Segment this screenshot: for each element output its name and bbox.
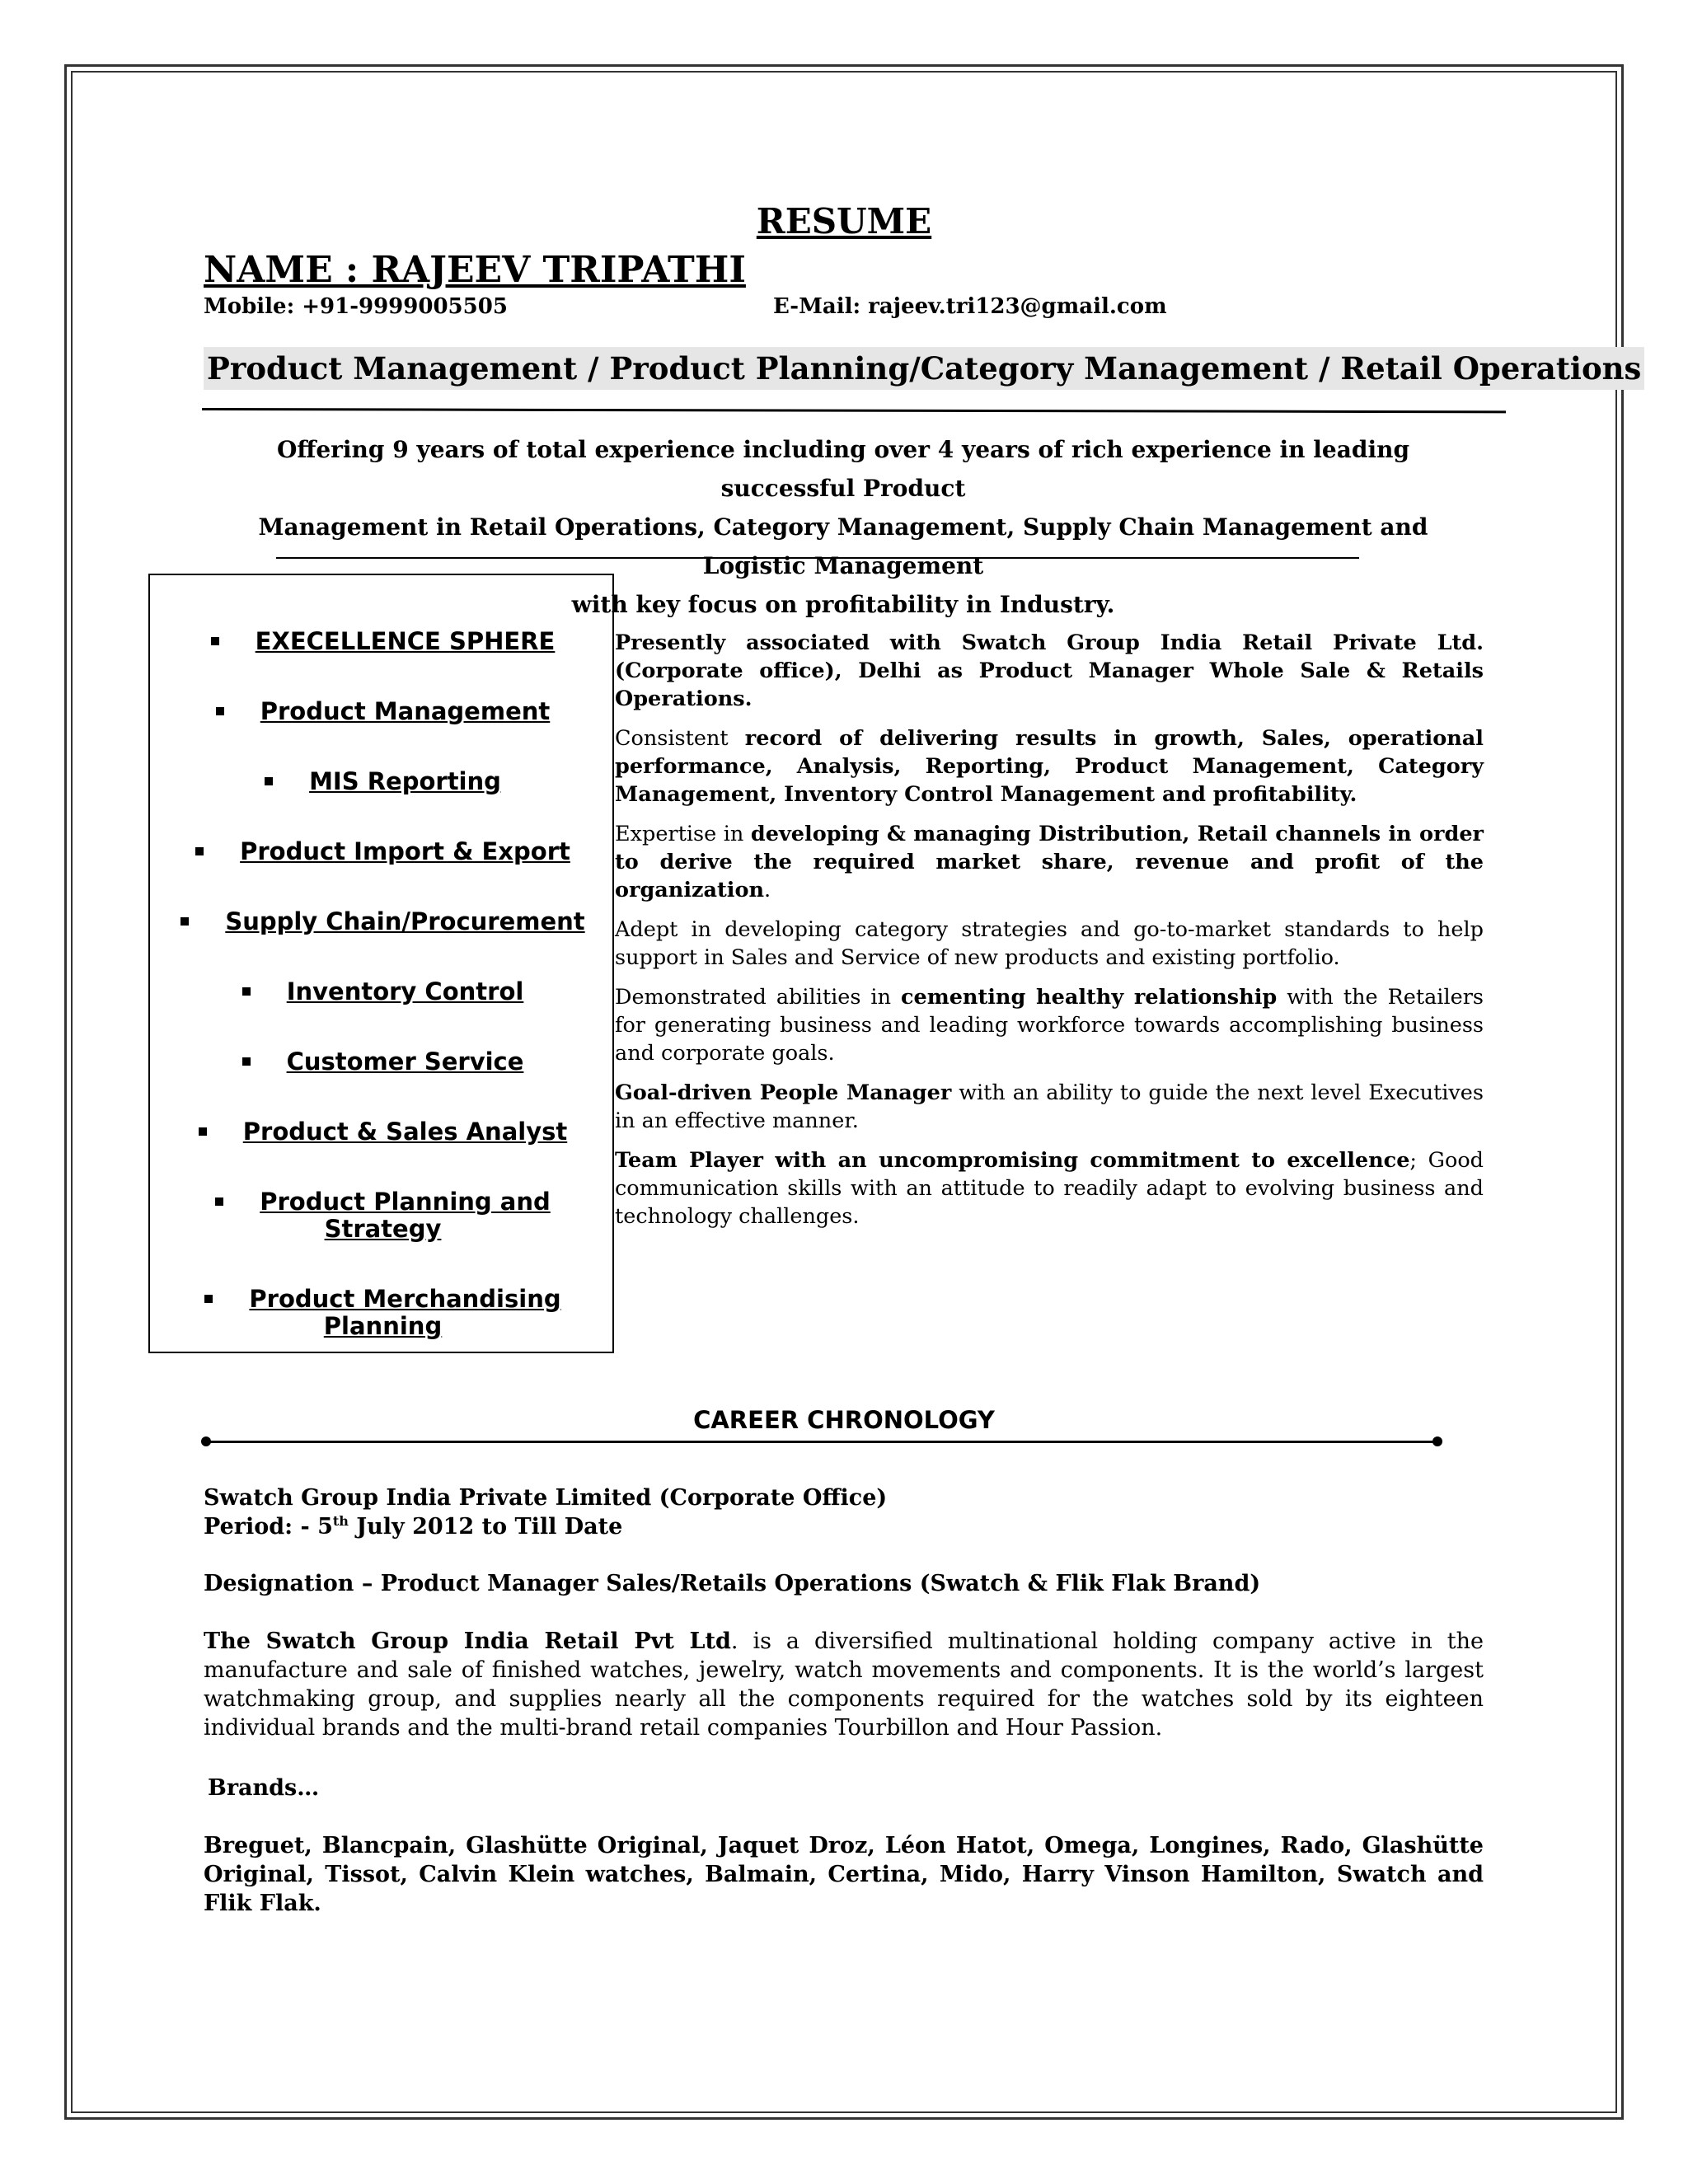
- profile-paragraph: Adept in developing category strategies and go-to-market standards to help support in Sales and Service of new products and existing portfolio.: [615, 917, 1484, 970]
- career-chronology-heading: CAREER CHRONOLOGY: [693, 1406, 995, 1434]
- sphere-item: Product & Sales Analyst: [150, 1116, 614, 1146]
- square-bullet-icon: [211, 637, 219, 645]
- career-divider-line: [206, 1441, 1437, 1443]
- sphere-item: Product Management: [150, 696, 614, 725]
- square-bullet-icon: [265, 777, 273, 785]
- brands-heading: Brands…: [208, 1775, 320, 1801]
- sphere-item-continued: Planning: [323, 1312, 443, 1340]
- sphere-item: EXECELLENCE SPHERE: [150, 626, 614, 655]
- square-bullet-icon: [199, 1127, 207, 1136]
- designation: Designation – Product Manager Sales/Retails Operations (Swatch & Flik Flak Brand): [204, 1571, 1261, 1596]
- square-bullet-icon: [204, 1295, 213, 1303]
- sphere-item: Customer Service: [150, 1046, 614, 1076]
- square-bullet-icon: [242, 1057, 251, 1066]
- brands-list: Breguet, Blancpain, Glashütte Original, Jaquet Droz, Léon Hatot, Omega, Longines, Rado, Glashütte Original, Tissot, Calvin Klein watches, Balmain, Certina, Mido, Harry Vinson Hamilton, Swatch and Flik Flak.: [204, 1833, 1484, 1916]
- sphere-item: Supply Chain/Procurement: [150, 906, 614, 935]
- profile-paragraph: Consistent record of delivering results in growth, Sales, operational performance, Analysis, Reporting, Product Management, Category Management, Inventory Control Management and profitability.: [615, 726, 1484, 807]
- dot-icon: [201, 1436, 211, 1446]
- company-description: The Swatch Group India Retail Pvt Ltd. is a diversified multinational holding company active in the manufacture and sale of finished watches, jewelry, watch movements and components. It is the world’s largest watchmaking group, and supplies nearly all the components required for the watches sold by its eighteen individual brands and the multi-brand retail companies Tourbillon and Hour Passion.: [204, 1629, 1484, 1741]
- profile-paragraph: Goal-driven People Manager with an ability to guide the next level Executives in an effective manner.: [615, 1080, 1484, 1133]
- mobile-number: Mobile: +91-9999005505: [204, 294, 508, 319]
- role-banner: Product Management / Product Planning/Category Management / Retail Operations: [204, 347, 1644, 390]
- square-bullet-icon: [181, 917, 189, 926]
- candidate-name: NAME : RAJEEV TRIPATHI: [204, 249, 746, 291]
- summary-line: with key focus on profitability in Industry.: [571, 591, 1115, 618]
- square-bullet-icon: [215, 1197, 223, 1206]
- profile-summary: [615, 629, 1484, 1242]
- sphere-item: Product Planning and: [150, 1186, 614, 1216]
- dot-icon: [1432, 1436, 1442, 1446]
- summary-line: Offering 9 years of total experience including over 4 years of rich experience in leading successful Product: [276, 436, 1410, 502]
- sphere-item: Inventory Control: [150, 976, 614, 1005]
- profile-paragraph: Demonstrated abilities in cementing healthy relationship with the Retailers for generating business and leading workforce towards accomplishing business and corporate goals.: [615, 985, 1484, 1066]
- employment-period: Period: - 5th July 2012 to Till Date: [204, 1513, 623, 1540]
- email-address: E-Mail: rajeev.tri123@gmail.com: [773, 294, 1167, 319]
- company-name: Swatch Group India Private Limited (Corporate Office): [204, 1485, 888, 1511]
- sphere-item-continued: Strategy: [324, 1215, 442, 1243]
- profile-paragraph: Team Player with an uncompromising commitment to excellence; Good communication skills with an attitude to readily adapt to evolving business and technology challenges.: [615, 1148, 1484, 1229]
- profile-paragraph: Expertise in developing & managing Distribution, Retail channels in order to derive the required market share, revenue and profit of the organization.: [615, 822, 1484, 902]
- excellence-sphere-box: [148, 574, 614, 1353]
- sphere-item: Product Merchandising: [150, 1283, 614, 1313]
- sphere-item: Product Import & Export: [150, 836, 614, 865]
- profile-paragraph: Presently associated with Swatch Group India Retail Private Ltd. (Corporate office), Delhi as Product Manager Whole Sale & Retails Operations.: [615, 630, 1484, 711]
- square-bullet-icon: [216, 707, 224, 715]
- sphere-item: MIS Reporting: [150, 766, 614, 795]
- divider-line: [276, 557, 1359, 559]
- resume-title: RESUME: [756, 201, 932, 241]
- square-bullet-icon: [195, 847, 204, 855]
- summary-line: Management in Retail Operations, Category Management, Supply Chain Management and Logistic Management: [258, 513, 1428, 579]
- square-bullet-icon: [242, 987, 251, 996]
